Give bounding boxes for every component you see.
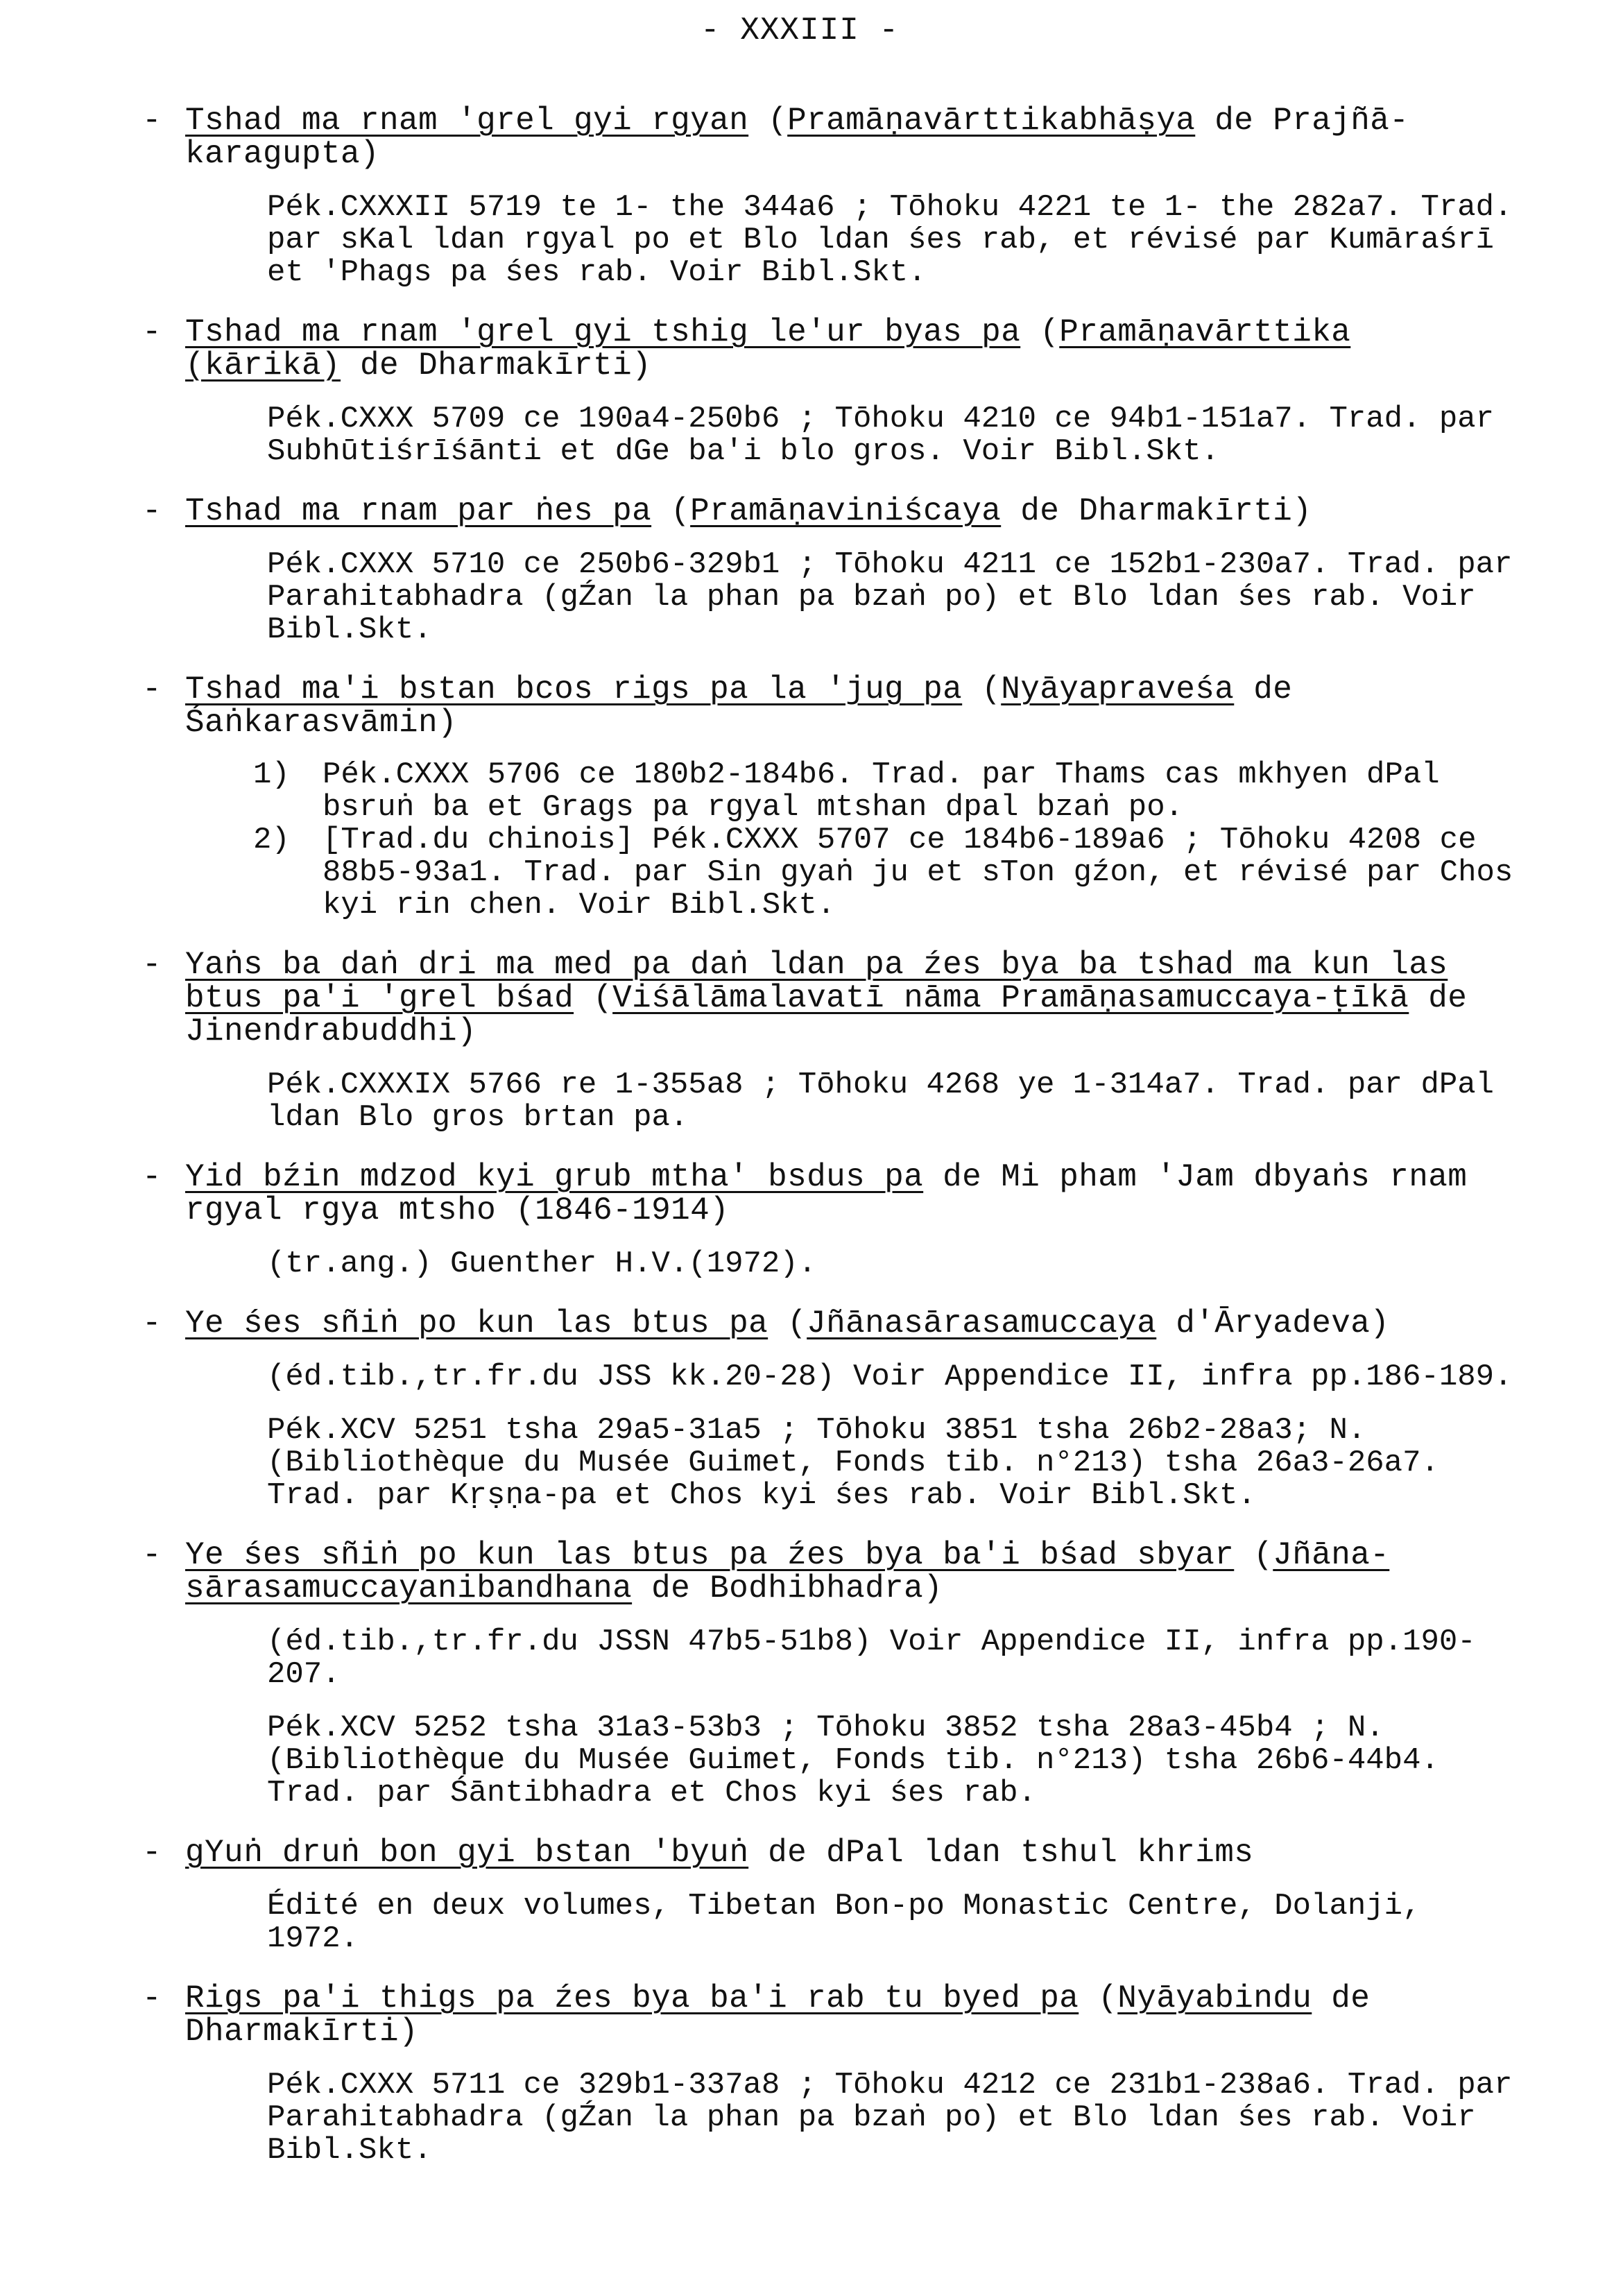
- author: de Mi pham 'Jam dbyaṅs rnam rgyal rgya mtsho (1846-1914): [185, 1159, 1468, 1228]
- bibliography-entry: [142, 1160, 1522, 1280]
- bibliography-entry: [142, 1982, 1522, 2167]
- entry-title: [185, 1539, 1522, 1605]
- tibetan-title: Rigs pa'i thigs pa źes bya ba'i rab tu byed pa: [185, 1980, 1079, 2016]
- entry-reference: Pék.XCV 5251 tsha 29a5-31a5 ; Tōhoku 3851 tsha 26b2-28a3; N.(Bibliothèque du Musée Guimet, Fonds tib. n°213) tsha 26a3-26a7. Trad. par Kṛṣṇa-pa et Chos kyi śes rab. Voir Bibl.Skt.: [267, 1413, 1439, 1513]
- bibliography-entry: [142, 316, 1522, 468]
- sanskrit-title: Jñāna-sārasamuccayanibandhana: [185, 1537, 1390, 1607]
- tibetan-title: Ye śes sñiṅ po kun las btus pa źes bya ba'i bśad sbyar: [185, 1537, 1235, 1573]
- title-connector: (: [748, 103, 788, 139]
- title-connector: (: [1020, 314, 1060, 350]
- title-connector: (: [1079, 1980, 1118, 2016]
- title-connector: (: [962, 671, 1002, 708]
- entry-title: [185, 1982, 1522, 2048]
- entry-dash: -: [142, 1835, 162, 1871]
- entry-dash: -: [142, 493, 162, 529]
- entry-dash: -: [142, 1537, 162, 1573]
- entry-title: [185, 316, 1522, 382]
- author: de Dharmakīrti): [1001, 493, 1312, 529]
- entry-title: [185, 1307, 1522, 1340]
- entry-dash: -: [142, 1159, 162, 1195]
- entry-title: [185, 948, 1522, 1048]
- tibetan-title: Tshad ma rnam par ṅes pa: [185, 493, 652, 529]
- entry-dash: -: [142, 314, 162, 350]
- entry-title: [185, 495, 1522, 528]
- numbered-list: [253, 759, 1522, 922]
- entry-dash: -: [142, 1305, 162, 1342]
- entry-title: [185, 1160, 1522, 1227]
- title-connector: (: [768, 1305, 807, 1342]
- entry-reference: (éd.tib.,tr.fr.du JSSN 47b5-51b8) Voir Appendice II, infra pp.190-207.: [267, 1625, 1476, 1692]
- tibetan-title: Yaṅs ba daṅ dri ma med pa daṅ ldan pa źes bya ba tshad ma kun las btus pa'i 'grel bśad: [185, 947, 1448, 1016]
- bibliography-entry: [142, 1836, 1522, 1955]
- sanskrit-title: Nyāyabindu: [1117, 1980, 1312, 2016]
- title-connector: (: [1234, 1537, 1273, 1573]
- sanskrit-title: Pramāṇavārttikabhāṣya: [787, 103, 1196, 139]
- bibliography-entry: [142, 1307, 1522, 1512]
- author: de dPal ldan tshul khrims: [748, 1835, 1254, 1871]
- page-number: - XXXIII -: [701, 12, 900, 49]
- title-connector: (: [651, 493, 691, 529]
- entry-dash: -: [142, 1980, 162, 2016]
- entry-reference: (tr.ang.) Guenther H.V.(1972).: [267, 1246, 817, 1281]
- sanskrit-title: Jñānasārasamuccaya: [807, 1305, 1157, 1342]
- tibetan-title: gYuṅ druṅ bon gyi bstan 'byuṅ: [185, 1835, 749, 1871]
- tibetan-title: Tshad ma'i bstan bcos rigs pa la 'jug pa: [185, 671, 963, 708]
- entry-dash: -: [142, 671, 162, 708]
- bibliography-entry: [142, 673, 1522, 922]
- title-connector: (: [574, 980, 613, 1016]
- sanskrit-title: Pramāṇaviniścaya: [690, 493, 1002, 529]
- entry-title: [185, 1836, 1522, 1869]
- tibetan-title: Tshad ma rnam 'grel gyi rgyan: [185, 103, 749, 139]
- sanskrit-title: Pramāṇavārttika (kārikā): [185, 314, 1351, 384]
- item-text: Pék.CXXX 5706 ce 180b2-184b6. Trad. par Thams cas mkhyen dPal bsruṅ ba et Grags pa rgyal mtshan dpal bzaṅ po.: [323, 757, 1440, 825]
- bibliography-entry: [142, 1539, 1522, 1810]
- tibetan-title: Yid bźin mdzod kyi grub mtha' bsdus pa: [185, 1159, 924, 1195]
- author: de Prajñā-karagupta): [185, 103, 1409, 172]
- item-text: [Trad.du chinois] Pék.CXXX 5707 ce 184b6-189a6 ; Tōhoku 4208 ce 88b5-93a1. Trad. par Sin gyaṅ ju et sTon gźon, et révisé par Chos kyi rin chen. Voir Bibl.Skt.: [323, 823, 1513, 923]
- tibetan-title: Ye śes sñiṅ po kun las btus pa: [185, 1305, 768, 1342]
- author: de Śaṅkarasvāmin): [185, 671, 1293, 741]
- entry-title: [185, 673, 1522, 739]
- bibliography-entry: [142, 495, 1522, 646]
- item-number: 1): [253, 757, 290, 792]
- bibliography-entry: [142, 104, 1522, 289]
- numbered-item: [253, 824, 1515, 922]
- sanskrit-title: Nyāyapraveśa: [1001, 671, 1235, 708]
- numbered-item: [253, 759, 1515, 824]
- author: de Dharmakīrti): [185, 1980, 1371, 2050]
- tibetan-title: Tshad ma rnam 'grel gyi tshig le'ur byas pa: [185, 314, 1021, 350]
- entry-title: [185, 104, 1522, 171]
- entry-reference: (éd.tib.,tr.fr.du JSS kk.20-28) Voir Appendice II, infra pp.186-189.: [267, 1360, 1513, 1394]
- entry-reference: Pék.CXXXIX 5766 re 1-355a8 ; Tōhoku 4268 ye 1-314a7. Trad. par dPal ldan Blo gros brtan pa.: [267, 1068, 1495, 1135]
- author: de Bodhibhadra): [632, 1570, 943, 1607]
- entry-reference: Pék.CXXX 5710 ce 250b6-329b1 ; Tōhoku 4211 ce 152b1-230a7. Trad. par Parahitabhadra (gŹan la phan pa bzaṅ po) et Blo ldan śes rab. Voir Bibl.Skt.: [267, 547, 1513, 647]
- entry-dash: -: [142, 947, 162, 983]
- entry-reference: Édité en deux volumes, Tibetan Bon-po Monastic Centre, Dolanji, 1972.: [267, 1889, 1421, 1956]
- author: d'Āryadeva): [1156, 1305, 1390, 1342]
- bibliography-list: [142, 104, 1522, 2193]
- author: de Jinendrabuddhi): [185, 980, 1468, 1050]
- entry-reference: Pék.XCV 5252 tsha 31a3-53b3 ; Tōhoku 3852 tsha 28a3-45b4 ; N.(Bibliothèque du Musée Guimet, Fonds tib. n°213) tsha 26b6-44b4. Trad. par Śāntibhadra et Chos kyi śes rab.: [267, 1711, 1439, 1810]
- entry-reference: Pék.CXXX 5709 ce 190a4-250b6 ; Tōhoku 4210 ce 94b1-151a7. Trad. par Subhūtiśrīśānti et dGe ba'i blo gros. Voir Bibl.Skt.: [267, 402, 1495, 469]
- entry-reference: Pék.CXXX 5711 ce 329b1-337a8 ; Tōhoku 4212 ce 231b1-238a6. Trad. par Parahitabhadra (gŹan la phan pa bzaṅ po) et Blo ldan śes rab. Voir Bibl.Skt.: [267, 2068, 1513, 2168]
- entry-dash: -: [142, 103, 162, 139]
- author: de Dharmakīrti): [341, 348, 652, 384]
- sanskrit-title: Viśālāmalavatī nāma Pramāṇasamuccaya-ṭīkā: [612, 980, 1409, 1016]
- item-number: 2): [253, 823, 290, 857]
- bibliography-entry: [142, 948, 1522, 1134]
- entry-reference: Pék.CXXXII 5719 te 1- the 344a6 ; Tōhoku 4221 te 1- the 282a7. Trad. par sKal ldan rgyal po et Blo ldan śes rab, et révisé par Kumāraśrī et 'Phags pa śes rab. Voir Bibl.Skt.: [267, 190, 1513, 290]
